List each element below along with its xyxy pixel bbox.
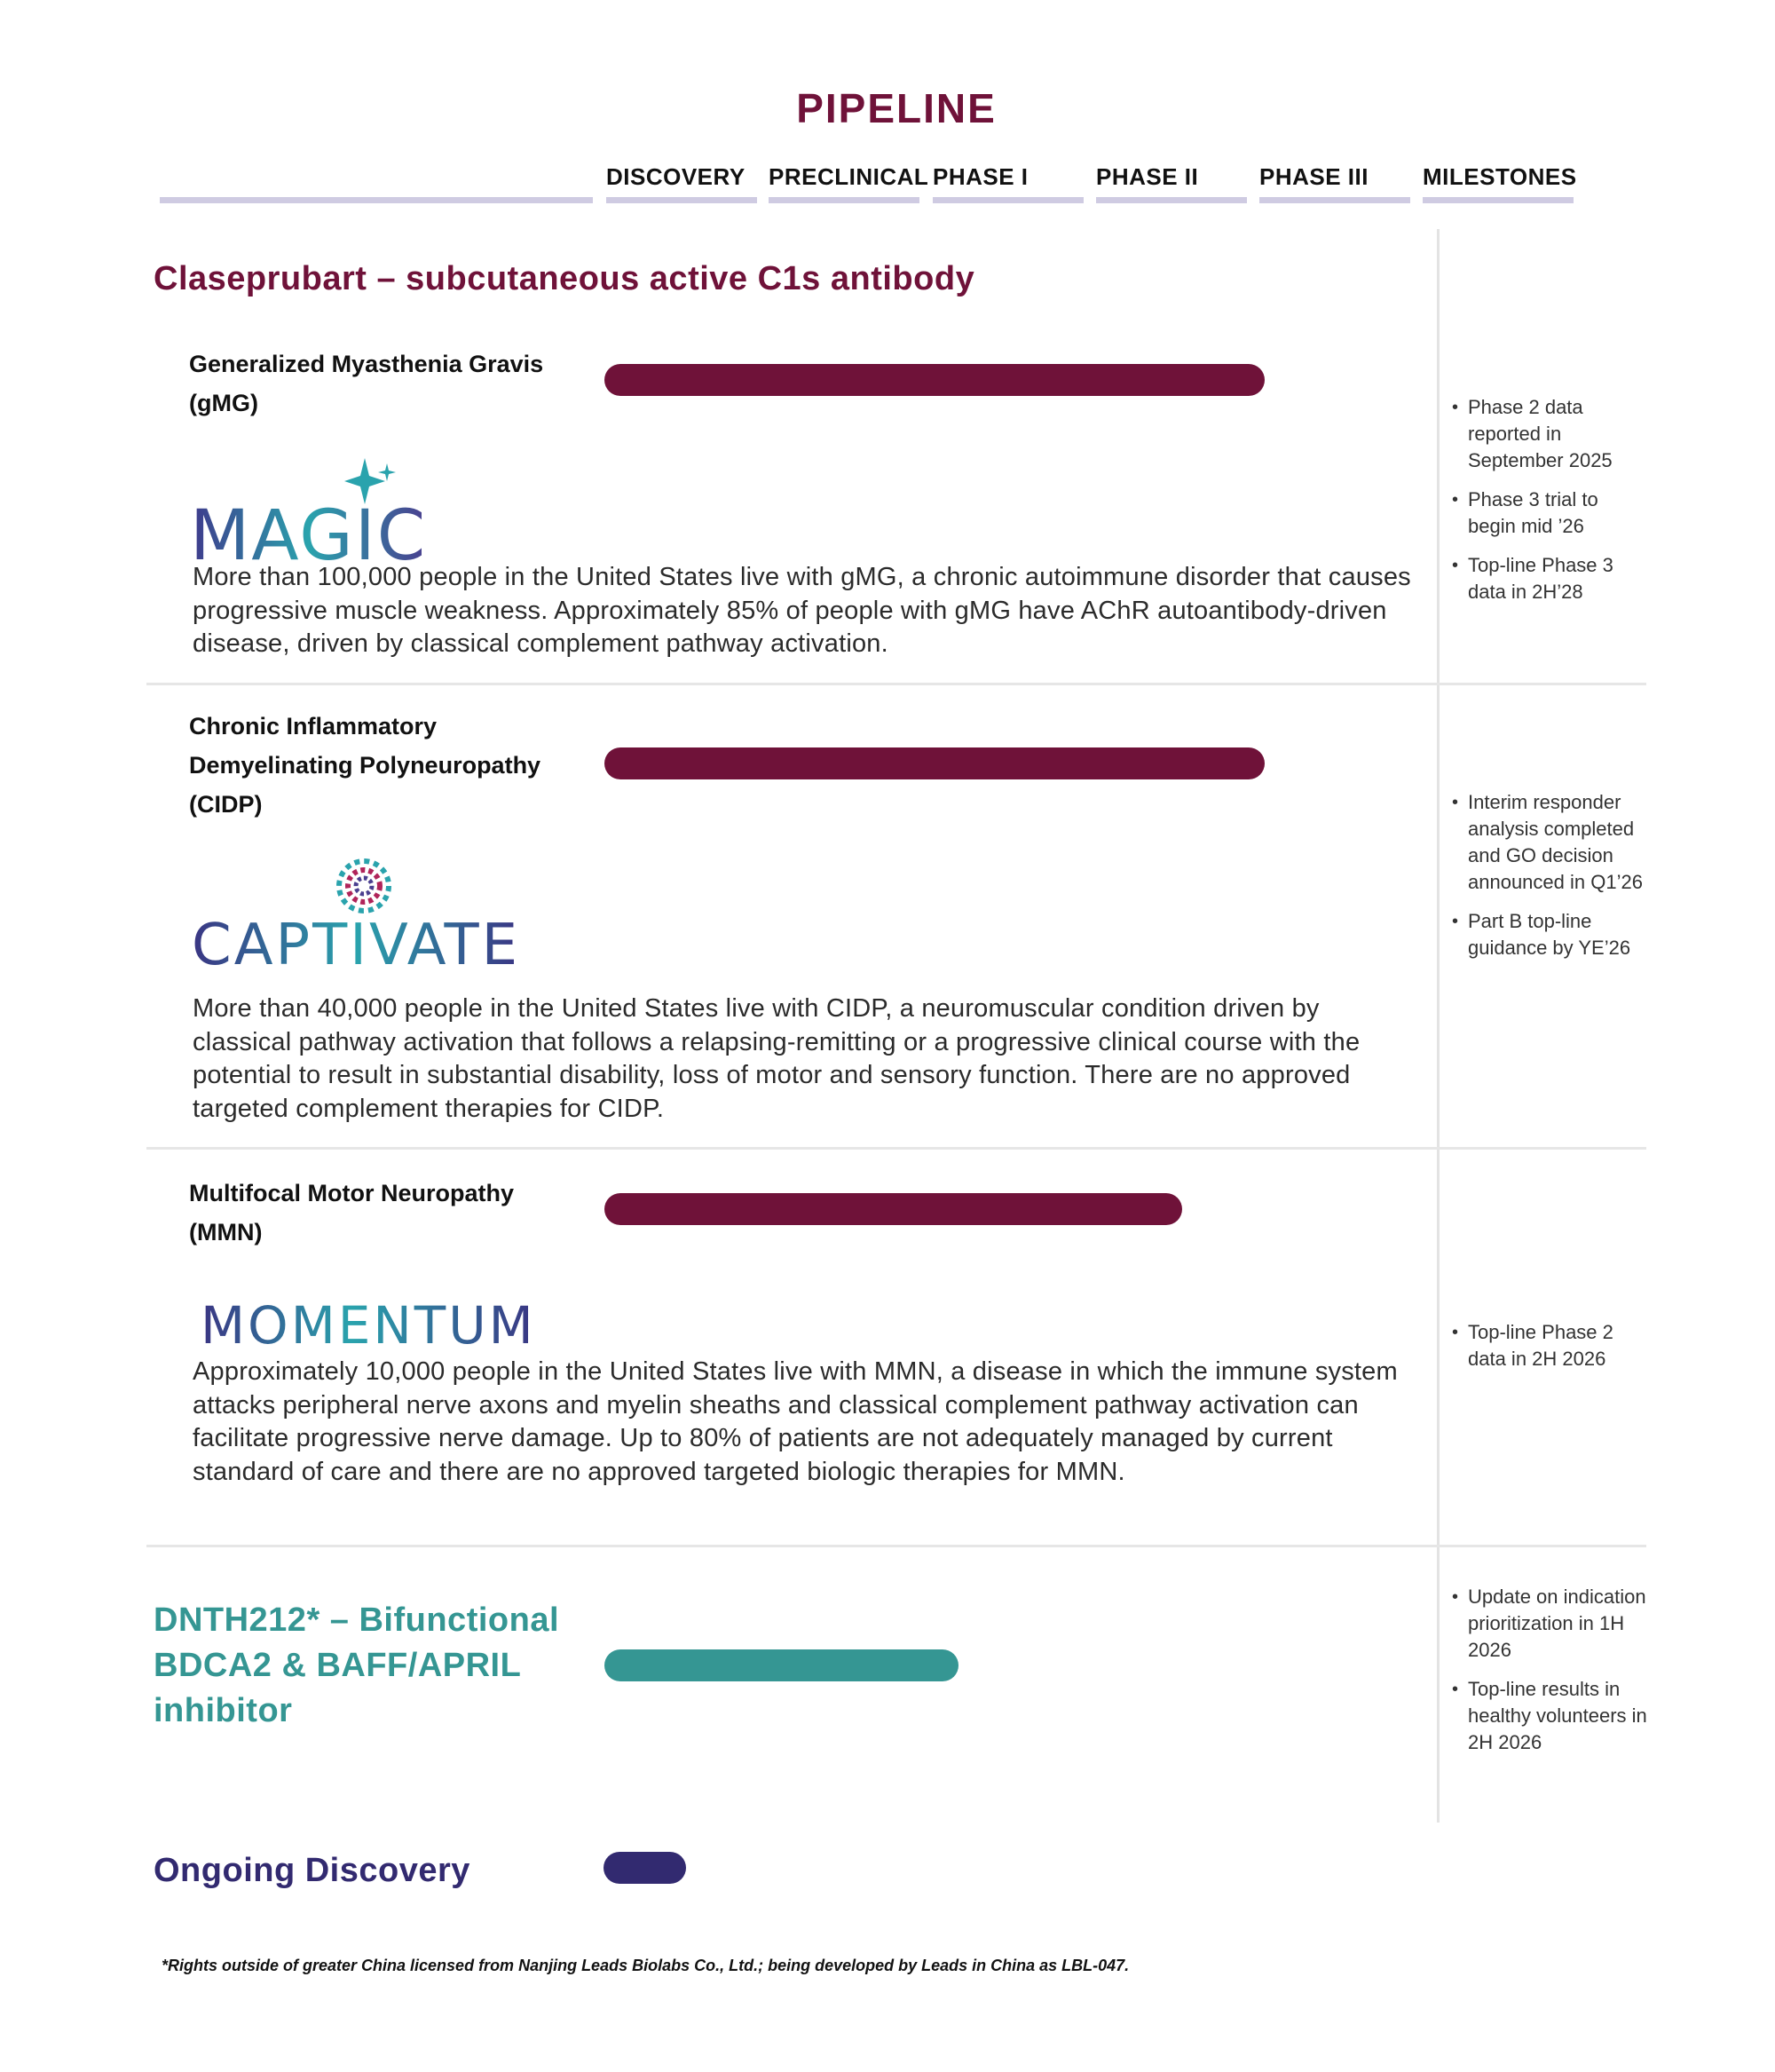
magic-trial-logo: [190, 455, 438, 561]
milestone-item: • Top-line results in healthy volunteers in 2H 2026: [1452, 1676, 1647, 1756]
indication-name-mmn: [189, 1174, 580, 1252]
indication-name-line: (MMN): [189, 1219, 263, 1246]
spiral-dots-icon: [201, 1292, 556, 1354]
milestones-dnth212: [1452, 1584, 1647, 1768]
header-bar-discovery: [606, 197, 757, 203]
progress-bar-mmn: [604, 1193, 1182, 1225]
header-bar-program: [160, 197, 593, 203]
column-header-preclinical: PRECLINICAL: [769, 163, 929, 190]
indication-description-cidp: More than 40,000 people in the United States live with CIDP, a neuromuscular condition driven by classical pathway activation that follows a relapsing-remitting or a progressive clinical course with the potential to result in substantial disability, loss of motor and sensory function. There are no approved targeted complement therapies for CIDP.: [193, 994, 1361, 1123]
progress-bar-ongoing-discovery: [604, 1852, 686, 1884]
milestone-item: • Part B top-line guidance by YE’26: [1452, 908, 1647, 961]
progress-bar-cidp: [604, 747, 1265, 779]
indication-name-line: (gMG): [189, 390, 258, 416]
column-header-discovery: DISCOVERY: [606, 163, 746, 190]
program-title-line: DNTH212* – Bifunctional: [154, 1601, 560, 1639]
indication-name-line: Multifocal Motor Neuropathy: [189, 1180, 514, 1206]
column-header-phase-1: PHASE I: [933, 163, 1029, 190]
indication-name-line: Demyelinating Polyneuropathy: [189, 752, 541, 779]
indication-name-cidp: [189, 707, 580, 824]
program-title-dnth212: [154, 1598, 559, 1734]
indication-description-gmg: More than 100,000 people in the United States live with gMG, a chronic autoimmune disorder that causes progressive muscle weakness. Approximately 85% of people with gMG have AChR autoantibody-driven disease, driven by classical complement pathway activation.: [193, 563, 1411, 658]
milestone-item: • Top-line Phase 2 data in 2H 2026: [1452, 1319, 1647, 1372]
row-separator: [146, 1545, 1646, 1547]
indication-name-line: Generalized Myasthenia Gravis: [189, 351, 544, 377]
column-header-milestones: MILESTONES: [1423, 163, 1577, 190]
svg-text:MOMENTUM: MOMENTUM: [201, 1295, 536, 1354]
header-bar-phase-3: [1259, 197, 1410, 203]
footnote: *Rights outside of greater China licensed from Nanjing Leads Biolabs Co., Ltd.; being developed by Leads in China as LBL-047.: [162, 1957, 1130, 1974]
header-bar-phase-2: [1096, 197, 1247, 203]
snowflake-icon: [190, 858, 527, 969]
progress-bar-dnth212: [604, 1649, 958, 1681]
indication-name-gmg: [189, 344, 580, 423]
indication-name-line: (CIDP): [189, 791, 263, 818]
indication-name-line: Chronic Inflammatory: [189, 713, 438, 739]
momentum-trial-logo: [201, 1292, 556, 1354]
sparkle-icon: [190, 455, 438, 561]
program-title-line: BDCA2 & BAFF/APRIL: [154, 1647, 522, 1684]
column-header-phase-3: PHASE III: [1259, 163, 1369, 190]
milestone-item: • Top-line Phase 3 data in 2H’28: [1452, 552, 1647, 605]
indication-description-mmn: Approximately 10,000 people in the United States live with MMN, a disease in which the immune system attacks peripheral nerve axons and myelin sheaths and classical complement pathway activation can facilitate progressive nerve damage. Up to 80% of patients are not adequately managed by current standard of care and there are no approved targeted biologic therapies for MMN.: [193, 1357, 1398, 1486]
svg-text:CAPTIVATE: CAPTIVATE: [192, 913, 521, 969]
milestone-item: • Phase 2 data reported in September 2025: [1452, 394, 1647, 474]
program-title-line: inhibitor: [154, 1692, 293, 1729]
milestones-cidp: [1452, 789, 1647, 974]
program-title-claseprubart: Claseprubart – subcutaneous active C1s antibody: [154, 260, 975, 297]
milestones-mmn: [1452, 1319, 1647, 1385]
column-header-phase-2: PHASE II: [1096, 163, 1199, 190]
header-bar-preclinical: [769, 197, 919, 203]
milestone-item: • Phase 3 trial to begin mid ’26: [1452, 486, 1647, 540]
row-separator: [146, 683, 1646, 685]
progress-bar-gmg: [604, 364, 1265, 396]
row-separator: [146, 1147, 1646, 1150]
milestone-item: • Update on indication prioritization in 1H 2026: [1452, 1584, 1647, 1664]
captivate-trial-logo: [190, 858, 527, 969]
milestone-item: • Interim responder analysis completed and GO decision announced in Q1’26: [1452, 789, 1647, 896]
header-bar-milestones: [1423, 197, 1574, 203]
milestones-divider: [1437, 229, 1440, 1823]
svg-text:MAGIC: MAGIC: [190, 496, 428, 561]
page-title: PIPELINE: [796, 85, 997, 131]
program-title-ongoing-discovery: Ongoing Discovery: [154, 1852, 470, 1889]
milestones-gmg: [1452, 394, 1647, 618]
header-bar-phase-1: [933, 197, 1084, 203]
